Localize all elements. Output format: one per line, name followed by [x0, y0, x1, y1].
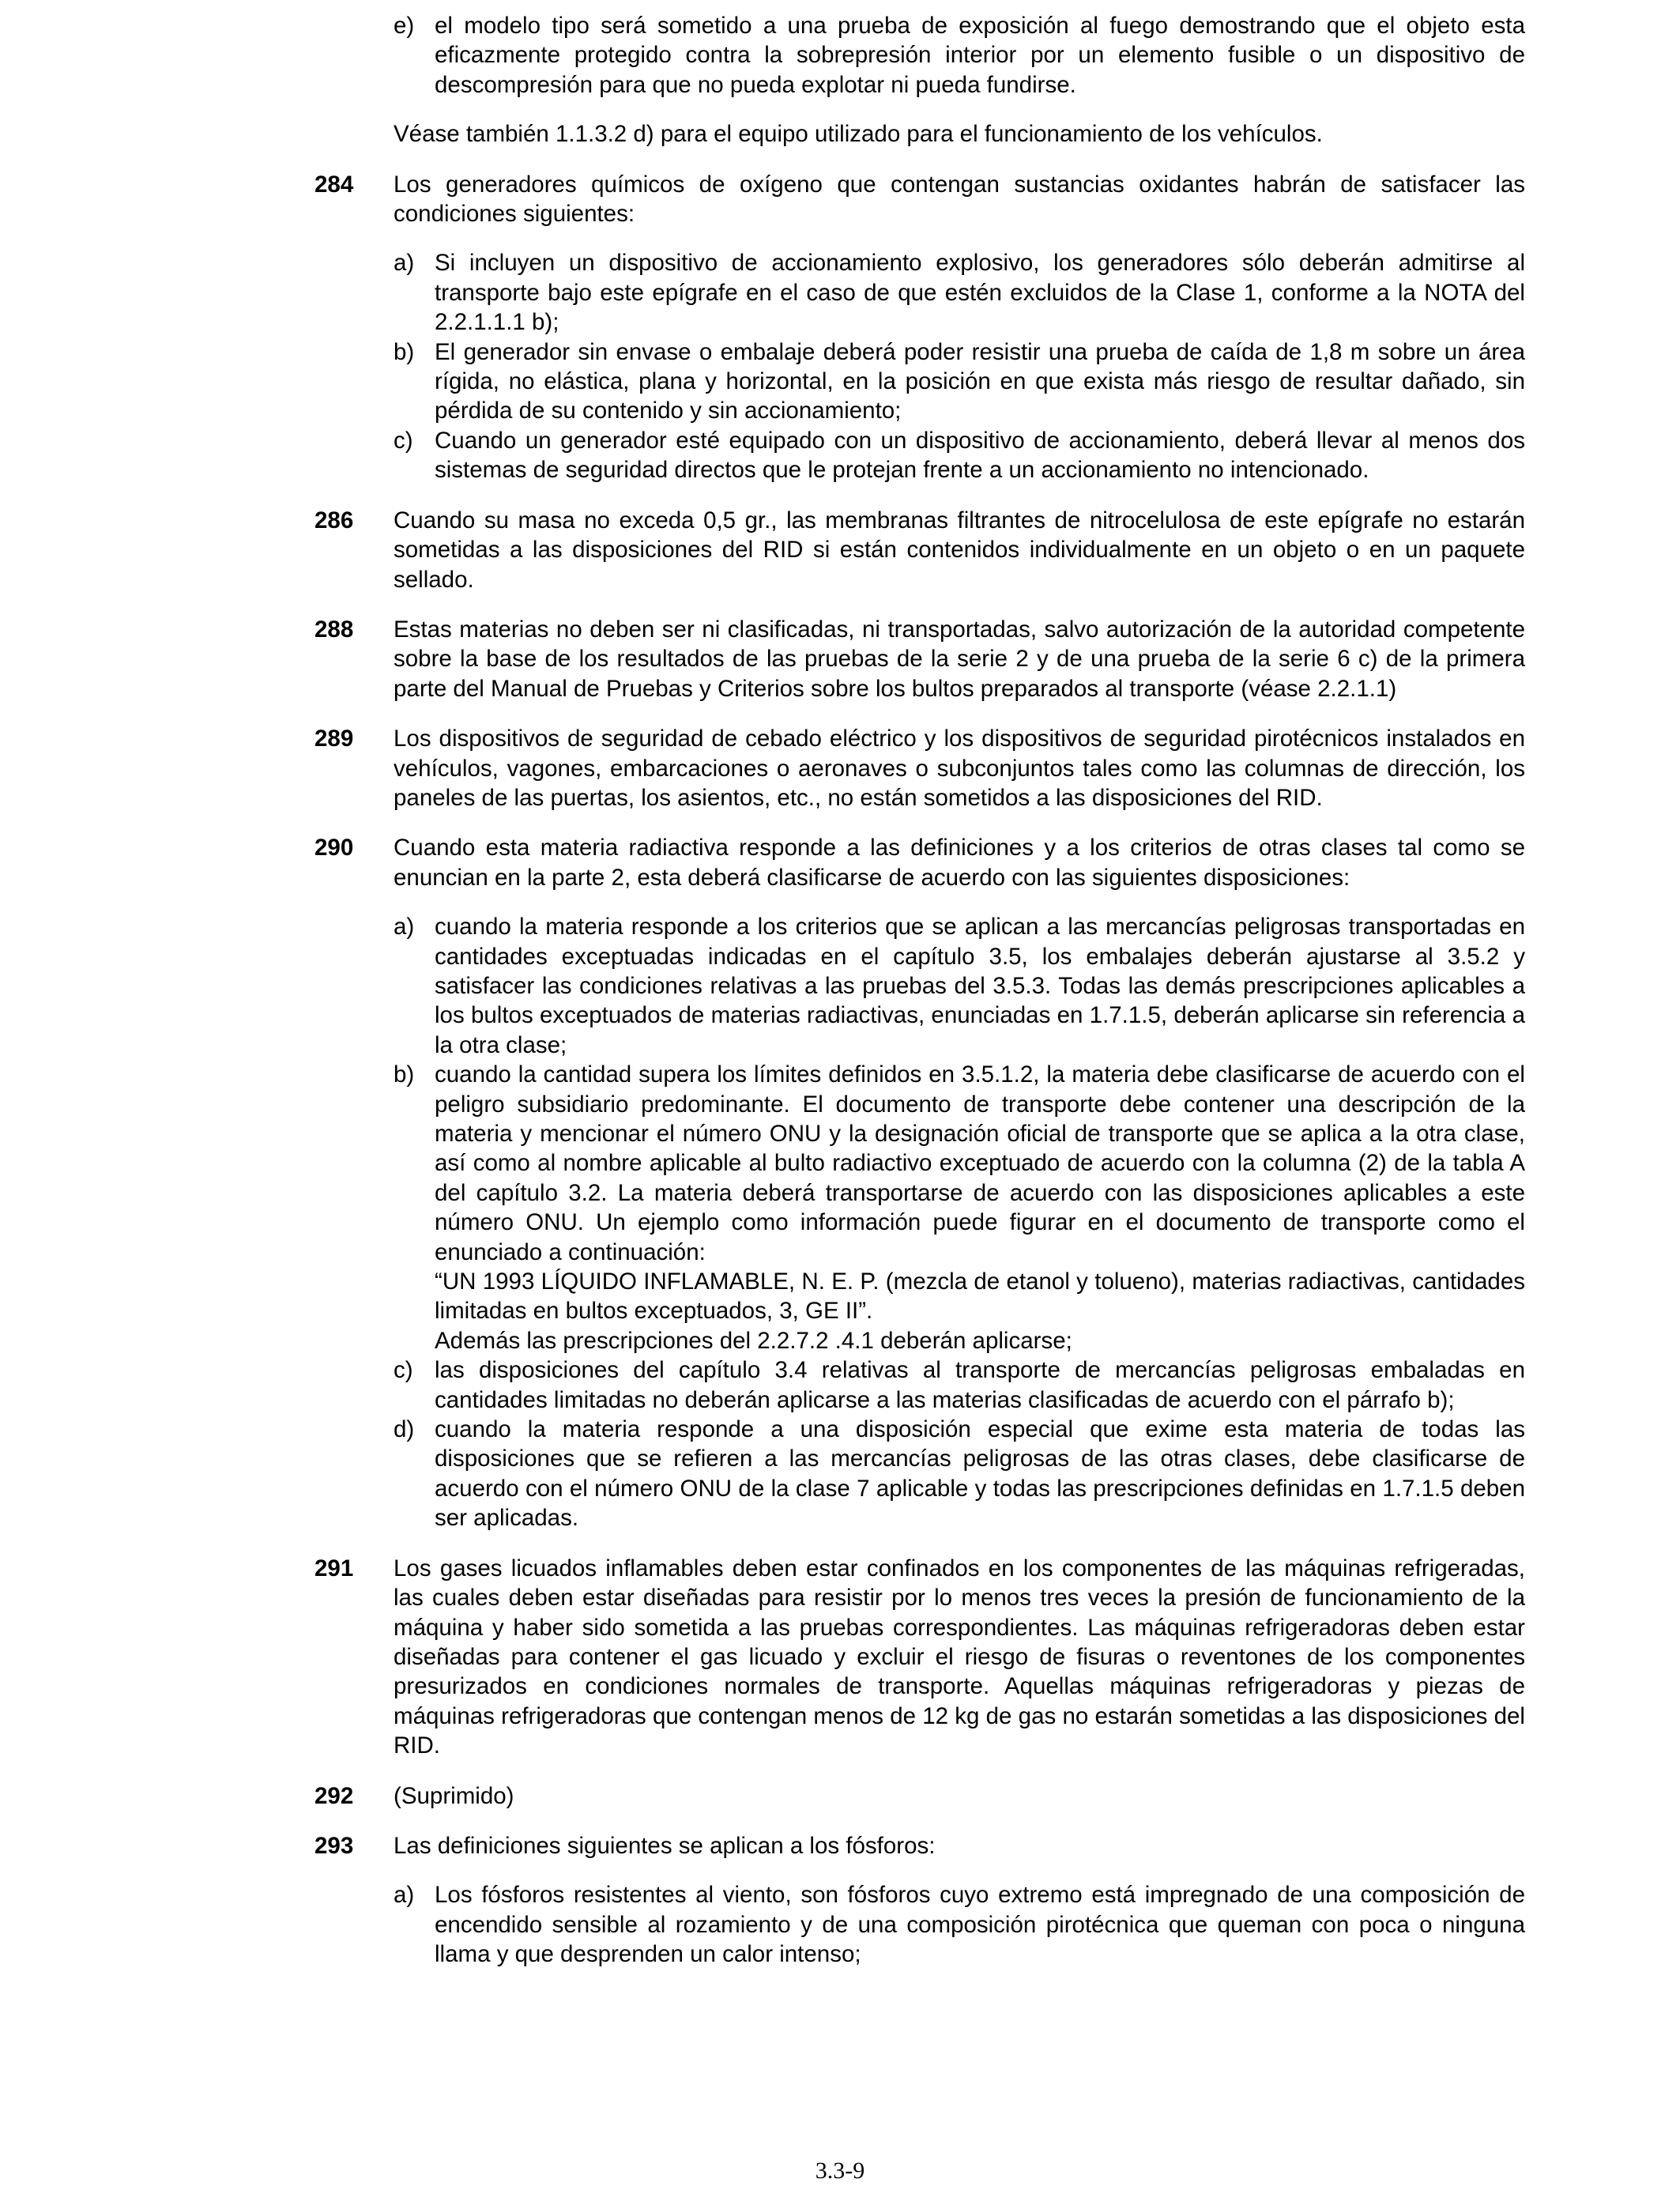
item-text: cuando la materia responde a una disposición especial que exime esta materia de todas las disposiciones que se refieren a las mercancías peligrosas de las otras clases, debe clasificarse de acuerdo con el número ONU de la clase 7 aplicable y todas las prescripciones definidas en 1.7.1.5 deben ser aplicadas.: [435, 1416, 1525, 1532]
provision-number: 288: [315, 616, 354, 643]
list-item: [315, 248, 1525, 337]
provision-291: [315, 1554, 1525, 1761]
item-text: Los fósforos resistentes al viento, son fósforos cuyo extremo está impregnado de una composición de encendido sensible al rozamiento y de una composición pirotécnica que queman con poca o ninguna llama y que desprenden un calor intenso;: [435, 1882, 1525, 1968]
item-text: El generador sin envase o embalaje deberá poder resistir una prueba de caída de 1,8 m sobre un área rígida, no elástica, plana y horizontal, en la posición en que exista más riesgo de resultar dañado, sin pérdida de su contenido y sin accionamiento;: [435, 338, 1525, 424]
item-text: Cuando un generador esté equipado con un dispositivo de accionamiento, deberá llevar al menos dos sistemas de seguridad directos que le protejan frente a un accionamiento no intencionado.: [435, 427, 1525, 484]
provision-text: Los gases licuados inflamables deben estar confinados en los componentes de las máquinas refrigeradas, las cuales deben estar diseñadas para resistir por lo menos tres veces la presión de funcionamiento de la máquina y haber sido sometida a las pruebas correspondientes. Las máquinas refrigeradoras deben estar diseñadas para contener el gas licuado y excluir el riesgo de fisuras o reventones de los componentes presurizados en condiciones normales de transporte. Aquellas máquinas refrigeradoras y piezas de máquinas refrigeradoras que contengan menos de 12 kg de gas no estarán sometidas a las disposiciones del RID.: [394, 1555, 1525, 1759]
list-item: [315, 337, 1525, 426]
document-body: [315, 11, 1525, 1970]
provision-text: Los generadores químicos de oxígeno que contengan sustancias oxidantes habrán de satisfacer las condiciones siguientes:: [394, 171, 1525, 228]
list-item: [315, 1060, 1525, 1355]
list-item: [315, 426, 1525, 485]
provision-number: 292: [315, 1782, 354, 1809]
item-letter: d): [394, 1416, 415, 1443]
item-letter: a): [394, 914, 415, 941]
item-text-block: [435, 1060, 1525, 1355]
provision-text: Las definiciones siguientes se aplican a los fósforos:: [394, 1832, 936, 1859]
provision-289: [315, 724, 1525, 812]
see-also-note: Véase también 1.1.3.2 d) para el equipo utilizado para el funcionamiento de los vehículos.: [394, 121, 1323, 148]
provision-text: Estas materias no deben ser ni clasificadas, ni transportadas, salvo autorización de la autoridad competente sobre la base de los resultados de las pruebas de la serie 2 y de una prueba de la serie 6 c) de la primera parte del Manual de Pruebas y Criterios sobre los bultos preparados al transporte (véase 2.2.1.1): [394, 616, 1525, 702]
provision-text: Cuando esta materia radiactiva responde a las definiciones y a los criterios de otras clases tal como se enuncian en la parte 2, esta deberá clasificarse de acuerdo con las siguientes disposiciones:: [394, 835, 1525, 891]
item-text: cuando la cantidad supera los límites definidos en 3.5.1.2, la materia debe clasificarse de acuerdo con el peligro subsidiario predominante. El documento de transporte debe contener una descripción de la materia y mencionar el número ONU y la designación oficial de transporte que se aplica a la otra clase, así como al nombre aplicable al bulto radiactivo exceptuado de acuerdo con la columna (2) de la tabla A del capítulo 3.2. La materia deberá transportarse de acuerdo con las disposiciones aplicables a este número ONU. Un ejemplo como información puede figurar en el documento de transporte como el enunciado a continuación:: [435, 1061, 1525, 1265]
item-text: Si incluyen un dispositivo de accionamiento explosivo, los generadores sólo deberán admitirse al transporte bajo este epígrafe en el caso de que estén excluidos de la Clase 1, conforme a la NOTA del 2.2.1.1.1 b);: [435, 250, 1525, 336]
item-letter: b): [394, 338, 415, 365]
provision-number: 293: [315, 1832, 354, 1859]
provision-290: [315, 833, 1525, 892]
item-text-after: Además las prescripciones del 2.2.7.2 .4.1 deberán aplicarse;: [435, 1327, 1072, 1354]
list-item: [315, 1880, 1525, 1969]
provision-number: 286: [315, 507, 354, 533]
provision-number: 291: [315, 1555, 354, 1581]
provision-number: 290: [315, 835, 354, 861]
list-item: [315, 11, 1525, 100]
example-quote: “UN 1993 LÍQUIDO INFLAMABLE, N. E. P. (mezcla de etanol y tolueno), materias radiactivas, cantidades limitadas en bultos exceptuados, 3, GE II”.: [435, 1269, 1525, 1325]
item-letter: a): [394, 1882, 415, 1909]
provision-text: Cuando su masa no exceda 0,5 gr., las membranas filtrantes de nitrocelulosa de este epígrafe no estarán sometidas a las disposiciones del RID si están contenidos individualmente en un objeto o en un paquete sellado.: [394, 507, 1525, 593]
list-item: [315, 1415, 1525, 1533]
provision-number: 284: [315, 171, 354, 198]
provision-286: [315, 506, 1525, 594]
provision-284: [315, 170, 1525, 229]
item-letter: e): [394, 13, 415, 39]
item-letter: a): [394, 250, 415, 277]
item-letter: c): [394, 427, 413, 454]
list-item: [315, 1355, 1525, 1415]
provision-293: [315, 1831, 1525, 1860]
provision-288: [315, 615, 1525, 703]
provision-number: 289: [315, 726, 354, 752]
provision-text: (Suprimido): [394, 1782, 514, 1809]
list-item: [315, 912, 1525, 1060]
item-text: las disposiciones del capítulo 3.4 relativas al transporte de mercancías peligrosas embaladas en cantidades limitadas no deberán aplicarse a las materias clasificadas de acuerdo con el párrafo b);: [435, 1357, 1525, 1413]
provision-text: Los dispositivos de seguridad de cebado eléctrico y los dispositivos de seguridad pirotécnicos instalados en vehículos, vagones, embarcaciones o aeronaves o subconjuntos tales como las columnas de dirección, los paneles de las puertas, los asientos, etc., no están sometidos a las disposiciones del RID.: [394, 726, 1525, 811]
item-text: el modelo tipo será sometido a una prueba de exposición al fuego demostrando que el objeto esta eficazmente protegido contra la sobrepresión interior por un elemento fusible o un dispositivo de descompresión para que no pueda explotar ni pueda fundirse.: [435, 13, 1525, 98]
page-number: 3.3-9: [815, 2158, 865, 2184]
item-letter: b): [394, 1061, 415, 1088]
item-letter: c): [394, 1357, 413, 1384]
provision-292: [315, 1781, 1525, 1811]
item-text: cuando la materia responde a los criterios que se aplican a las mercancías peligrosas transportadas en cantidades exceptuadas indicadas en el capítulo 3.5, los embalajes deberán ajustarse al 3.5.2 y satisfacer las condiciones relativas a las pruebas del 3.5.3. Todas las demás prescripciones aplicables a los bultos exceptuados de materias radiactivas, enunciadas en 1.7.1.5, deberán aplicarse sin referencia a la otra clase;: [435, 914, 1525, 1058]
